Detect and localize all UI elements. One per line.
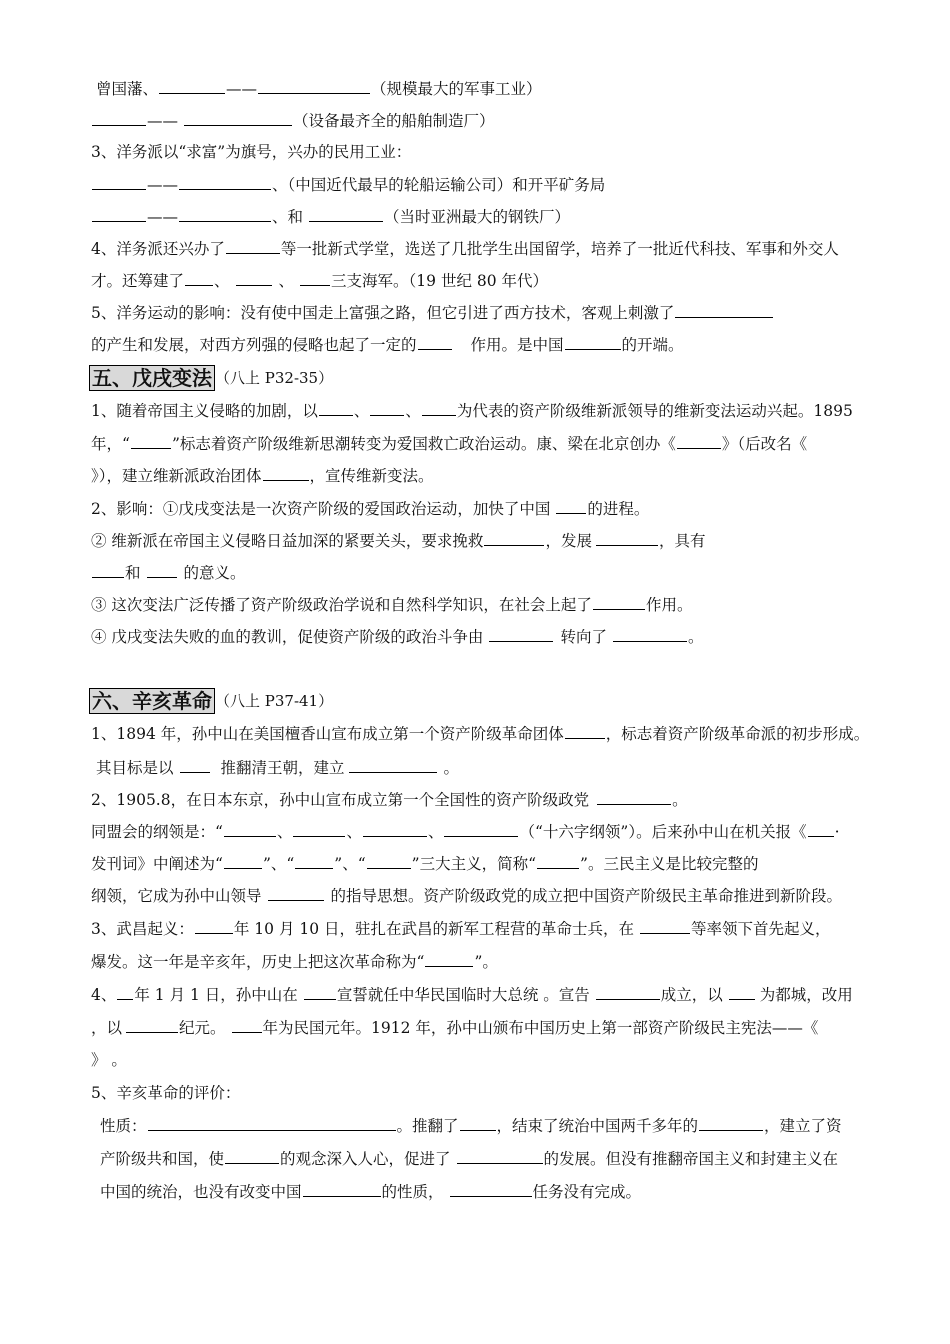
- blank-field[interactable]: [179, 174, 271, 190]
- blank-field[interactable]: [363, 821, 427, 837]
- blank-field[interactable]: [293, 821, 345, 837]
- text-line: 中国的统治，也没有改变中国 的性质， 任务没有完成。: [100, 1183, 642, 1201]
- blank-field[interactable]: [263, 465, 309, 481]
- blank-field[interactable]: [268, 885, 324, 901]
- blank-field[interactable]: [225, 1148, 279, 1164]
- blank-field[interactable]: [418, 334, 452, 350]
- text-line: 1、1894 年，孙中山在美国檀香山宣布成立第一个资产阶级革命团体 ，标志着资产阶级革命派的初步形成。: [91, 725, 870, 743]
- text-line: 纲领，它成为孙中山领导 的指导思想。资产阶级政党的成立把中国资产阶级民主革命推进到新阶段。: [91, 887, 843, 905]
- page-reference: （八上 P37-41）: [215, 692, 334, 710]
- blank-field[interactable]: [159, 78, 225, 94]
- blank-field[interactable]: [195, 918, 233, 934]
- section-heading-wuxu: [89, 364, 333, 391]
- text-line: ③ 这次变法广泛传播了资产阶级政治学说和自然科学知识，在社会上起了 作用。: [91, 596, 693, 614]
- blank-field[interactable]: [303, 1181, 381, 1197]
- blank-field[interactable]: [224, 853, 262, 869]
- text-line: ，以 纪元。 年为民国元年。1912 年，孙中山颁布中国历史上第一部资产阶级民主宪法——《: [91, 1019, 819, 1037]
- text-line: 2、影响：①戊戌变法是一次资产阶级的爱国政治运动，加快了中国 的进程。: [91, 500, 650, 518]
- blank-field[interactable]: [180, 757, 210, 773]
- blank-field[interactable]: [808, 821, 834, 837]
- blank-field[interactable]: [699, 1115, 763, 1131]
- blank-field[interactable]: [92, 110, 146, 126]
- text-line: 产阶级共和国，使 的观念深入人心，促进了 的发展。但没有推翻帝国主义和封建主义在: [100, 1150, 839, 1168]
- blank-field[interactable]: [450, 1181, 532, 1197]
- text-line: 爆发。这一年是辛亥年，历史上把这次革命称为“ ”。: [91, 953, 498, 971]
- blank-field[interactable]: [92, 206, 146, 222]
- text-line: 和 的意义。: [91, 562, 246, 583]
- blank-field[interactable]: [640, 918, 690, 934]
- text-line: 5、洋务运动的影响：没有使中国走上富强之路，但它引进了西方技术，客观上刺激了: [91, 302, 774, 323]
- blank-field[interactable]: [367, 853, 411, 869]
- blank-field[interactable]: [349, 757, 437, 773]
- blank-field[interactable]: [675, 302, 773, 318]
- blank-field[interactable]: [126, 1017, 178, 1033]
- blank-field[interactable]: [295, 853, 333, 869]
- blank-field[interactable]: [677, 433, 721, 449]
- blank-field[interactable]: [444, 821, 518, 837]
- text-line: 性质： 。推翻了 ，结束了统治中国两千多年的 ，建立了资: [100, 1117, 842, 1135]
- blank-field[interactable]: [556, 498, 586, 514]
- blank-field[interactable]: [185, 270, 213, 286]
- text-line: 3、武昌起义： 年 10 月 10 日，驻扎在武昌的新军工程营的革命士兵，在 等率领下首先起义，: [91, 920, 831, 938]
- section-title: 五、戊戌变法: [89, 365, 215, 391]
- blank-field[interactable]: [613, 626, 687, 642]
- text-line: 才。还筹建了 、 、 三支海军。（19 世纪 80 年代）: [91, 272, 549, 290]
- blank-field[interactable]: [457, 1148, 543, 1164]
- text-line: 4、 年 1 月 1 日，孙中山在 宣誓就任中华民国临时大总统 。宣告 成立，以 为都城，改用: [91, 986, 853, 1004]
- blank-field[interactable]: [232, 1017, 262, 1033]
- blank-field[interactable]: [258, 78, 370, 94]
- blank-field[interactable]: [597, 789, 671, 805]
- blank-field[interactable]: [319, 400, 353, 416]
- blank-field[interactable]: [565, 334, 621, 350]
- blank-field[interactable]: [92, 174, 146, 190]
- text-line: 发刊词》中阐述为“ ”、“ ”、“ ”三大主义，简称“ ”。三民主义是比较完整的: [91, 855, 759, 873]
- blank-field[interactable]: [729, 984, 755, 1000]
- section-title: 六、辛亥革命: [89, 688, 215, 714]
- text-line: 2、1905.8，在日本东京，孙中山宣布成立第一个全国性的资产阶级政党 。: [91, 791, 688, 809]
- text-line: 4、洋务派还兴办了 等一批新式学堂，选送了几批学生出国留学，培养了一批近代科技、军事和外交人: [91, 240, 839, 258]
- blank-field[interactable]: [370, 400, 404, 416]
- text-line: ② 维新派在帝国主义侵略日益加深的紧要关头，要求挽救 ，发展 ，具有: [91, 532, 706, 550]
- blank-field[interactable]: [489, 626, 553, 642]
- blank-field[interactable]: [300, 270, 330, 286]
- blank-field[interactable]: [565, 723, 605, 739]
- text-line: 5、辛亥革命的评价：: [91, 1084, 241, 1102]
- text-line: 1、随着帝国主义侵略的加剧，以 、 、 为代表的资产阶级维新派领导的维新变法运动兴起。1895: [91, 402, 853, 420]
- blank-field[interactable]: [425, 951, 473, 967]
- text-line: —— 、和 （当时亚洲最大的钢铁厂）: [91, 206, 570, 227]
- page-reference: （八上 P32-35）: [215, 369, 334, 387]
- blank-field[interactable]: [92, 562, 124, 578]
- text-line: 3、洋务派以“求富”为旗号，兴办的民用工业：: [91, 143, 412, 161]
- text-line: —— 、（中国近代最早的轮船运输公司）和开平矿务局: [91, 174, 605, 195]
- text-line: ④ 戊戌变法失败的血的教训，促使资产阶级的政治斗争由 转向了 。: [91, 628, 704, 646]
- blank-field[interactable]: [596, 530, 658, 546]
- blank-field[interactable]: [147, 562, 177, 578]
- blank-field[interactable]: [224, 821, 276, 837]
- blank-field[interactable]: [596, 984, 660, 1000]
- text-line: —— （设备最齐全的船舶制造厂）: [91, 110, 495, 131]
- blank-field[interactable]: [460, 1115, 496, 1131]
- text-line: 同盟会的纲领是：“ 、 、 、 （“十六字纲领”）。后来孙中山在机关报《 ·: [91, 823, 840, 841]
- section-heading-xinhai: [89, 687, 333, 714]
- blank-field[interactable]: [304, 984, 336, 1000]
- blank-field[interactable]: [537, 853, 579, 869]
- text-line: 》），建立维新派政治团体 ，宣传维新变法。: [91, 467, 434, 485]
- blank-field[interactable]: [117, 984, 133, 1000]
- blank-field[interactable]: [148, 1115, 396, 1131]
- text-line: 》 。: [91, 1051, 127, 1069]
- blank-field[interactable]: [309, 206, 383, 222]
- blank-field[interactable]: [484, 530, 544, 546]
- blank-field[interactable]: [422, 400, 456, 416]
- blank-field[interactable]: [593, 594, 645, 610]
- text-line: 年，“ ”标志着资产阶级维新思潮转变为爱国救亡政治运动。康、梁在北京创办《 》（后改名《: [91, 435, 808, 453]
- text-line: 的产生和发展，对西方列强的侵略也起了一定的 作用。是中国 的开端。: [91, 336, 684, 354]
- blank-field[interactable]: [184, 110, 292, 126]
- blank-field[interactable]: [179, 206, 271, 222]
- blank-field[interactable]: [236, 270, 272, 286]
- blank-field[interactable]: [226, 238, 280, 254]
- text-line: 曾国藩、 —— （规模最大的军事工业）: [96, 80, 542, 98]
- blank-field[interactable]: [131, 433, 171, 449]
- text-line: 其目标是以 推翻清王朝，建立 。: [96, 759, 460, 777]
